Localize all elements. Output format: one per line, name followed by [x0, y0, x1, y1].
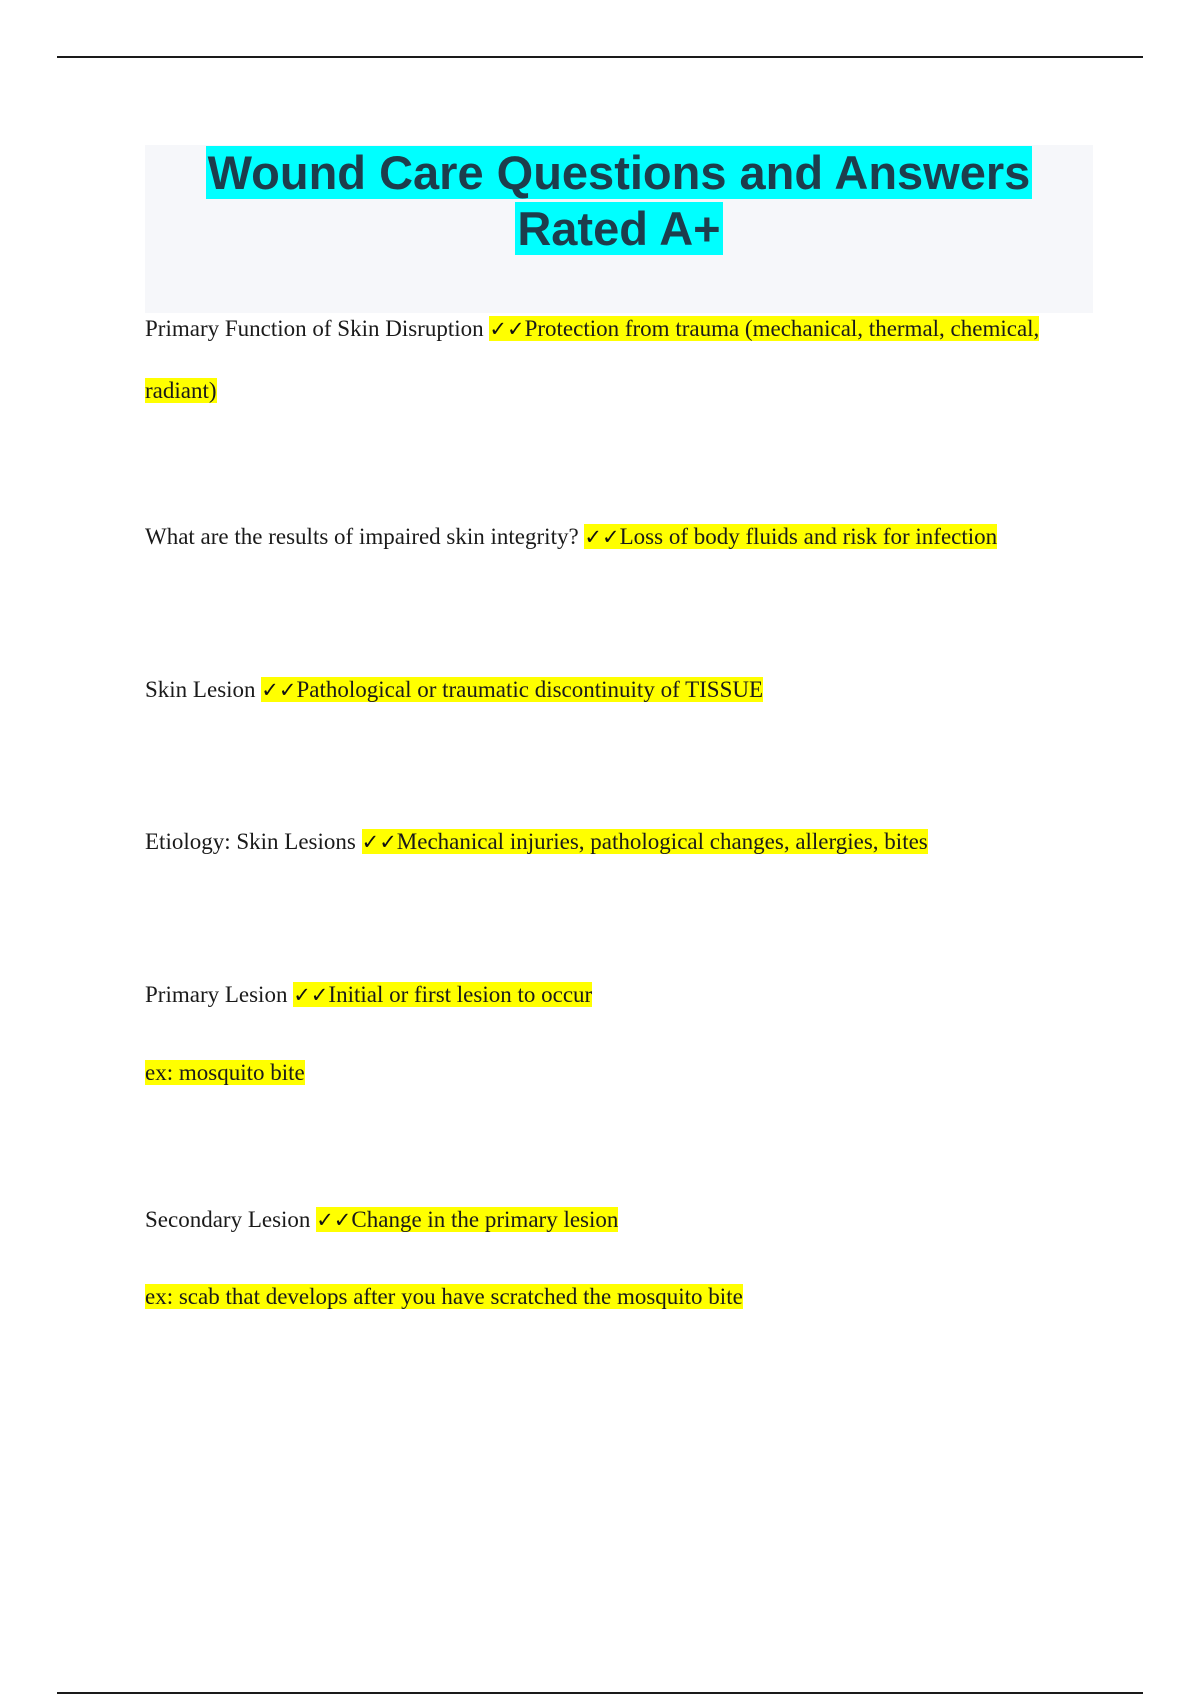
qa-item	[145, 964, 1095, 1026]
qa-item	[145, 1189, 1095, 1251]
answer-highlight	[316, 1207, 618, 1232]
question-text: Primary Function of Skin Disruption	[145, 316, 484, 341]
title-line-2: Rated A+	[517, 202, 721, 255]
answer-text: Change in the primary lesion	[351, 1207, 619, 1232]
question-text: Secondary Lesion	[145, 1207, 311, 1232]
qa-item	[145, 298, 1095, 421]
answer-highlight	[293, 982, 592, 1007]
title-line-1: Wound Care Questions and Answers	[207, 146, 1031, 199]
example-text: ex: mosquito bite	[145, 1060, 305, 1085]
question-text: Primary Lesion	[145, 982, 288, 1007]
double-check-icon: ✓✓	[293, 983, 329, 1007]
page-bottom-rule	[57, 1692, 1143, 1694]
example-text: ex: scab that develops after you have scratched the mosquito bite	[145, 1284, 743, 1309]
answer-text: Pathological or traumatic discontinuity of TISSUE	[296, 677, 764, 702]
answer-text: Mechanical injuries, pathological changes, allergies, bites	[396, 829, 928, 854]
answer-text: Loss of body fluids and risk for infection	[619, 524, 998, 549]
qa-item	[145, 506, 1095, 568]
question-text: What are the results of impaired skin integrity?	[145, 524, 579, 549]
answer-highlight	[362, 829, 928, 854]
qa-item	[145, 811, 1095, 873]
double-check-icon: ✓✓	[489, 317, 525, 341]
document-title	[145, 145, 1093, 257]
double-check-icon: ✓✓	[361, 830, 397, 854]
double-check-icon: ✓✓	[316, 1208, 352, 1232]
example-line	[145, 1058, 305, 1088]
double-check-icon: ✓✓	[261, 678, 297, 702]
qa-item	[145, 659, 1095, 721]
question-text: Skin Lesion	[145, 677, 256, 702]
answer-text: Protection from trauma (mechanical, thermal, chemical, radiant)	[145, 316, 1040, 403]
answer-text: Initial or first lesion to occur	[328, 982, 593, 1007]
answer-highlight	[261, 677, 763, 702]
page-top-rule	[57, 56, 1143, 58]
double-check-icon: ✓✓	[584, 525, 620, 549]
example-line	[145, 1282, 743, 1312]
answer-highlight	[584, 524, 997, 549]
question-text: Etiology: Skin Lesions	[145, 829, 356, 854]
